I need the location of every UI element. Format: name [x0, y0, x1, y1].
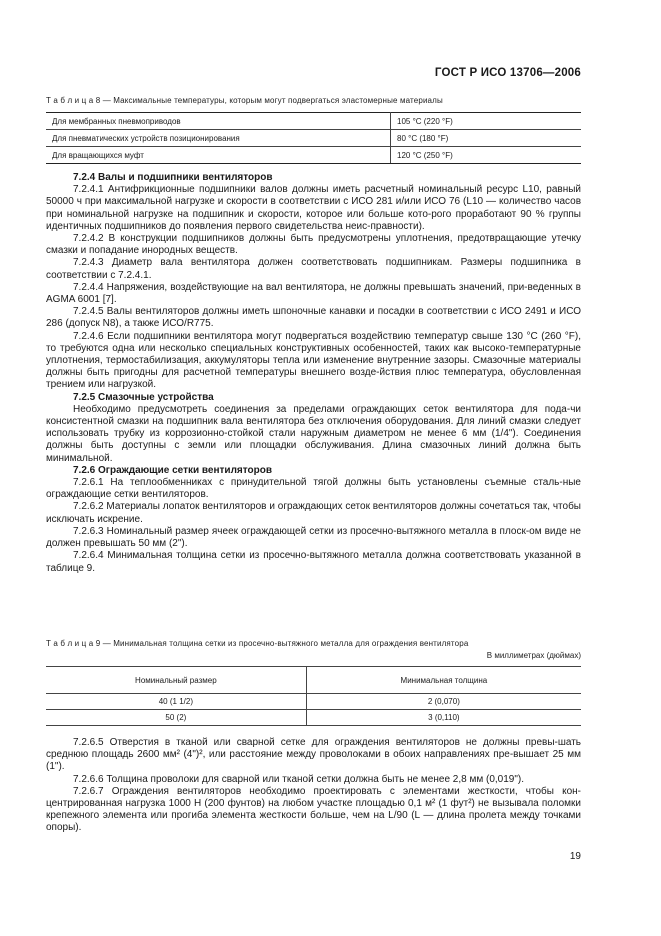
table-row [46, 130, 581, 147]
table-row [46, 147, 581, 164]
table-cell: 40 (1 1/2) [46, 694, 306, 710]
page-number: 19 [569, 851, 581, 862]
table-row [46, 710, 581, 726]
paragraph: 7.2.4.5 Валы вентиляторов должны иметь шпоночные канавки и посадки в соответствии с ИСО 2491 и ИСО 286 (допуск N8), а также ИСО/R775. [46, 306, 581, 330]
table-cell: Для пневматических устройств позиционирования [46, 130, 391, 147]
main-text-continued [46, 737, 581, 835]
table-cell: 2 (0,070) [306, 694, 581, 710]
table-cell: 120 °C (250 °F) [391, 147, 582, 164]
paragraph: 7.2.6.5 Отверстия в тканой или сварной сетке для ограждения вентиляторов не должны превы-шать среднюю площадь 2600 мм² (4")², или расстояние между проволоками в обоих направлениях пре-вышает 25 мм (1"). [46, 737, 581, 773]
section-heading: 7.2.4 Валы и подшипники вентиляторов [73, 172, 273, 183]
table-row [46, 694, 581, 710]
section-heading: 7.2.6 Ограждающие сетки вентиляторов [73, 464, 273, 476]
paragraph: 7.2.6.3 Номинальный размер ячеек ограждающей сетки из просечно-вытяжного металла в плоск-ом виде не должен превышать 50 мм (2"). [46, 525, 581, 550]
table-cell: Для вращающихся муфт [46, 147, 391, 164]
table9 [46, 666, 581, 726]
paragraph: 7.2.4.4 Напряжения, воздействующие на вал вентилятора, не должны превышать значений, при-веденных в AGMA 6001 [7]. [46, 281, 581, 306]
table8-caption: Т а б л и ц а 8 — Максимальные температуры, которым могут подвергаться эластомерные материалы [46, 96, 443, 105]
section-heading: 7.2.5 Смазочные устройства [73, 391, 214, 403]
table-cell: Для мембранных пневмоприводов [46, 113, 391, 130]
table9-units: В миллиметрах (дюймах) [486, 651, 581, 660]
paragraph: 7.2.6.1 На теплообменниках с принудительной тягой должны быть установлены съемные сталь-ные ограждающие сетки вентиляторов. [46, 477, 581, 501]
paragraph: 7.2.4.6 Если подшипники вентилятора могут подвергаться воздействию температур свыше 130 °С (260 °F), то требуются одна или несколько специальных конструктивных особенностей, таких как высоко-температурные уплотнения, термостабилизация, аккумуляторы тепла или изменение внутренние зазоры. Смазочные материалы должны быть пригодны для расчетной температуры внешнего возде-йствия плюс температура, обусловленная трением или нагрузкой. [46, 330, 581, 391]
table-cell: 3 (0,110) [306, 710, 581, 726]
table-cell: 105 °C (220 °F) [391, 113, 582, 130]
table8 [46, 112, 581, 164]
table-cell: 80 °C (180 °F) [391, 130, 582, 147]
table-cell: 50 (2) [46, 710, 306, 726]
paragraph: 7.2.4.2 В конструкции подшипников должны быть предусмотрены уплотнения, предотвращающие утечку смазки и попадание инородных веществ. [46, 233, 581, 257]
standard-header: ГОСТ Р ИСО 13706—2006 [434, 67, 581, 79]
paragraph: 7.2.6.7 Ограждения вентиляторов необходимо проектировать с элементами жесткости, чтобы кон-центрированная нагрузка 1000 Н (200 фунтов) на любом участке площадью 0,1 м² (1 фут²) не вызывала поломки крепежного элемента или прогиба элемента жесткости больше, чем на L/90 (L — длина пролета между точками опоры). [46, 785, 581, 834]
paragraph: 7.2.6.6 Толщина проволоки для сварной или тканой сетки должна быть не менее 2,8 мм (0,019"). [73, 773, 525, 785]
paragraph: 7.2.6.2 Материалы лопаток вентиляторов и ограждающих сеток вентиляторов должны сочетаться так, чтобы исключать искрение. [46, 501, 581, 525]
column-header: Минимальная толщина [306, 667, 581, 694]
paragraph: Необходимо предусмотреть соединения за пределами ограждающих сеток вентилятора для пода-чи консистентной смазки на подшипник вала вентилятора без отключения оборудования. Для линий смазки следует использовать трубку из коррозионно-стойкой стали наружным диаметром не менее 6 мм (1/4"). Соединения должны быть доступны с земли или площадки обслуживания. Длина смазочных линий должна быть минимальной. [46, 403, 581, 464]
table-row [46, 113, 581, 130]
paragraph: 7.2.6.4 Минимальная толщина сетки из просечно-вытяжного металла должна соответствовать указанной в таблице 9. [46, 550, 581, 574]
main-text [46, 172, 581, 575]
table9-caption: Т а б л и ц а 9 — Минимальная толщина сетки из просечно-вытяжного металла для ограждения вентилятора [46, 639, 469, 648]
table-header-row [46, 667, 581, 694]
paragraph: 7.2.4.1 Антифрикционные подшипники валов должны иметь расчетный номинальный ресурс L10, равный 50000 ч при максимальной нагрузке и скорости в соответствии с ИСО 281 и/или ИСО 76 (L10 — количество часов при номинальной нагрузке на подшипник и скорости, которое или больше кото-рого проработают 90 % группы идентичных подшипников до появления первого свидетельства неис-правности). [46, 184, 581, 232]
column-header: Номинальный размер [46, 667, 306, 694]
paragraph: 7.2.4.3 Диаметр вала вентилятора должен соответствовать подшипникам. Размеры подшипника в соответствии с 7.2.4.1. [46, 257, 581, 281]
